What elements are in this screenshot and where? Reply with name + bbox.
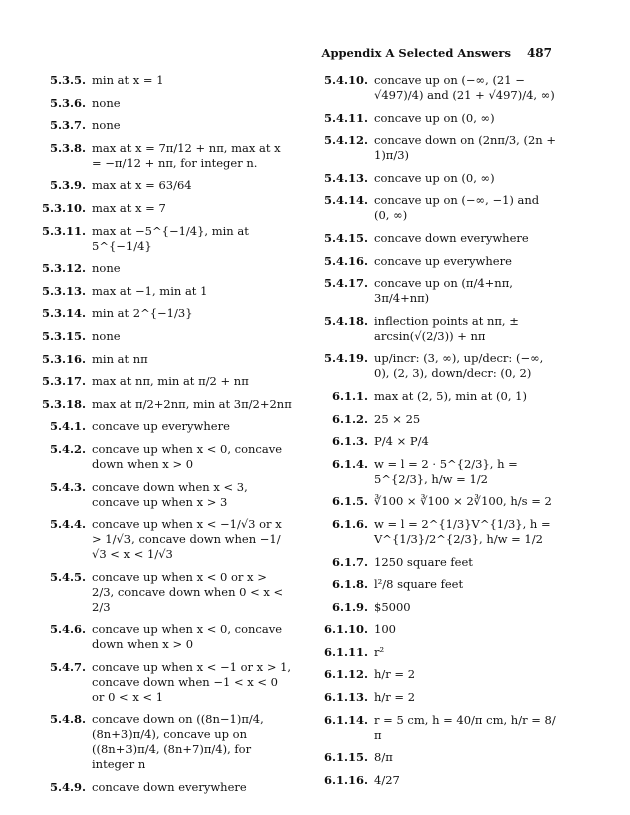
answer-number: 5.4.9.	[49, 780, 86, 795]
answer-number: 6.1.1.	[331, 388, 368, 403]
answer-text: inflection points at nπ, ± arcsin(√(2/3)) + nπ	[374, 313, 519, 343]
answer-item	[300, 773, 556, 788]
answer-item	[30, 306, 292, 321]
answer-item	[30, 284, 292, 299]
answer-item	[30, 374, 292, 389]
answer-item	[300, 231, 556, 246]
answer-item	[300, 690, 556, 705]
answer-text: concave up everywhere	[92, 419, 230, 434]
answer-text: h/r = 2	[374, 690, 416, 705]
answer-text: 8/π	[374, 750, 393, 765]
answer-number: 6.1.9.	[331, 599, 368, 614]
answer-number: 6.1.13.	[323, 690, 368, 705]
answer-number: 5.3.7.	[49, 118, 86, 133]
answer-text: h/r = 2	[374, 667, 416, 682]
answer-text: 4/27	[374, 772, 400, 787]
answer-item	[300, 389, 556, 404]
answer-item	[30, 419, 292, 434]
answer-text: concave up when x < 0, concave down when x > 0	[92, 441, 282, 471]
answer-text: concave up on (π/4+nπ, 3π/4+nπ)	[374, 276, 513, 306]
answer-number: 5.4.16.	[323, 253, 368, 268]
answer-text: max at π/2+2nπ, min at 3π/2+2nπ	[92, 396, 292, 411]
answer-number: 5.3.18.	[41, 396, 86, 411]
answer-number: 6.1.10.	[323, 622, 368, 637]
answer-item	[30, 397, 292, 412]
answer-text: concave up on (−∞, (21 − √497)/4) and (21 + √497)/4, ∞)	[374, 73, 555, 102]
page-number: 487	[526, 46, 552, 60]
answer-text: min at x = 1	[92, 73, 164, 87]
answer-number: 6.1.2.	[331, 411, 368, 426]
answer-number: 5.4.7.	[49, 659, 86, 674]
answer-text: concave down everywhere	[374, 230, 529, 245]
answer-number: 5.4.3.	[49, 479, 86, 494]
answer-text: max at x = 7	[92, 200, 166, 215]
answer-item	[30, 442, 292, 472]
left-answer-column	[30, 73, 292, 803]
answer-item	[300, 494, 556, 509]
answer-text: max at x = 7π/12 + nπ, max at x = −π/12 + nπ, for integer n.	[92, 140, 281, 170]
answer-item	[300, 351, 556, 381]
answer-number: 5.4.4.	[49, 517, 86, 532]
header-title: Appendix A Selected Answers	[321, 46, 511, 60]
answer-text: up/incr: (3, ∞), up/decr: (−∞, 0), (2, 3), down/decr: (0, 2)	[374, 351, 544, 381]
answer-number: 5.3.6.	[49, 95, 86, 110]
answer-number: 6.1.4.	[331, 456, 368, 471]
answer-item	[300, 457, 556, 487]
answer-number: 6.1.6.	[331, 516, 368, 531]
answer-text: concave up when x < −1 or x > 1, concave down when −1 < x < 0 or 0 < x < 1	[92, 659, 292, 704]
answer-number: 5.4.10.	[323, 73, 368, 87]
answer-text: concave up on (0, ∞)	[374, 110, 495, 125]
answer-text: concave down when x < 3, concave up when x > 3	[92, 479, 248, 509]
answer-text: concave up on (−∞, −1) and (0, ∞)	[374, 193, 540, 223]
answer-text: concave down on ((8n−1)π/4, (8n+3)π/4), concave up on ((8n+3)π/4, (8n+7)π/4), for integer n	[92, 712, 264, 772]
answer-item	[30, 224, 292, 254]
answer-number: 5.3.12.	[41, 261, 86, 276]
answer-text: max at −1, min at 1	[92, 283, 208, 298]
answer-text: P/4 × P/4	[374, 434, 429, 449]
answer-text: 25 × 25	[374, 411, 421, 426]
answer-item	[300, 645, 556, 660]
answer-item	[300, 750, 556, 765]
answer-item	[30, 118, 292, 133]
answer-item	[300, 314, 556, 344]
answer-text: concave up when x < 0, concave down when x > 0	[92, 622, 282, 652]
answer-number: 5.4.19.	[323, 351, 368, 366]
answer-number: 5.3.8.	[49, 140, 86, 155]
answer-item	[30, 780, 292, 795]
answer-item	[30, 480, 292, 510]
answer-item	[300, 73, 556, 103]
answer-number: 6.1.16.	[323, 772, 368, 787]
answer-number: 6.1.12.	[323, 667, 368, 682]
answer-item	[30, 622, 292, 652]
answer-item	[300, 622, 556, 637]
answer-text: max at −5^{−1/4}, min at 5^{−1/4}	[92, 223, 249, 253]
answer-number: 5.4.17.	[323, 276, 368, 291]
running-header	[322, 46, 552, 60]
answer-item	[300, 254, 556, 269]
answer-item	[30, 660, 292, 705]
answer-text: w = l = 2^{1/3}V^{1/3}, h = V^{1/3}/2^{2/3}, h/w = 1/2	[374, 516, 551, 546]
answer-item	[300, 434, 556, 449]
answer-item	[300, 517, 556, 547]
answer-number: 5.4.11.	[323, 110, 368, 125]
answer-number: 6.1.5.	[331, 494, 368, 509]
answer-text: r = 5 cm, h = 40/π cm, h/r = 8/π	[374, 712, 556, 742]
answer-item	[30, 352, 292, 367]
answer-item	[300, 171, 556, 186]
answer-number: 5.4.12.	[323, 133, 368, 148]
answer-item	[300, 555, 556, 570]
answer-text: none	[92, 261, 121, 276]
answer-item	[30, 73, 292, 88]
answer-number: 5.4.15.	[323, 230, 368, 245]
answer-text: max at nπ, min at π/2 + nπ	[92, 374, 249, 389]
answer-number: 5.4.18.	[323, 313, 368, 328]
answer-number: 6.1.15.	[323, 750, 368, 765]
answer-item	[300, 713, 556, 743]
answer-number: 6.1.8.	[331, 577, 368, 592]
answer-item	[300, 667, 556, 682]
answer-text: max at (2, 5), min at (0, 1)	[374, 388, 527, 403]
answer-item	[300, 577, 556, 592]
answer-number: 6.1.3.	[331, 434, 368, 449]
answer-number: 5.3.10.	[41, 200, 86, 215]
answer-text: none	[92, 118, 121, 133]
answer-number: 6.1.11.	[323, 644, 368, 659]
answer-item	[300, 111, 556, 126]
answer-number: 5.4.6.	[49, 622, 86, 637]
answer-item	[30, 517, 292, 562]
answer-text: w = l = 2 · 5^{2/3}, h = 5^{2/3}, h/w = 1/2	[374, 456, 518, 486]
answer-number: 5.4.8.	[49, 712, 86, 727]
answer-number: 5.4.1.	[49, 419, 86, 434]
answer-number: 5.4.14.	[323, 193, 368, 208]
answer-text: l²/8 square feet	[374, 577, 464, 592]
answer-item	[300, 600, 556, 615]
answer-text: ∛100 × ∛100 × 2∛100, h/s = 2	[374, 494, 552, 509]
answer-item	[300, 133, 556, 163]
answer-item	[300, 276, 556, 306]
answer-number: 6.1.14.	[323, 712, 368, 727]
answer-text: concave up when x < −1/√3 or x > 1/√3, concave down when −1/√3 < x < 1/√3	[92, 517, 282, 562]
answer-number: 5.3.13.	[41, 283, 86, 298]
answer-item	[30, 570, 292, 615]
answer-text: concave up when x < 0 or x > 2/3, concave down when 0 < x < 2/3	[92, 569, 284, 614]
answer-text: min at nπ	[92, 351, 148, 366]
answer-number: 5.3.16.	[41, 351, 86, 366]
answer-number: 5.4.5.	[49, 569, 86, 584]
answer-text: $5000	[374, 599, 411, 614]
answer-item	[300, 412, 556, 427]
answer-text: min at 2^{−1/3}	[92, 306, 193, 321]
answer-text: max at x = 63/64	[92, 178, 192, 193]
answer-text: 1250 square feet	[374, 554, 473, 569]
answer-item	[30, 178, 292, 193]
answer-text: r²	[374, 644, 385, 659]
answer-text: 100	[374, 622, 396, 637]
answer-text: concave down on (2nπ/3, (2n + 1)π/3)	[374, 133, 556, 163]
answer-item	[30, 261, 292, 276]
answer-number: 5.3.9.	[49, 178, 86, 193]
answer-item	[30, 96, 292, 111]
answer-item	[30, 712, 292, 772]
answer-text: concave down everywhere	[92, 780, 247, 795]
answer-text: none	[92, 328, 121, 343]
answer-number: 5.3.17.	[41, 374, 86, 389]
answer-item	[30, 201, 292, 216]
answer-number: 5.4.2.	[49, 441, 86, 456]
answer-number: 5.3.15.	[41, 328, 86, 343]
answer-number: 5.4.13.	[323, 170, 368, 185]
answer-item	[30, 329, 292, 344]
answer-number: 6.1.7.	[331, 554, 368, 569]
answer-number: 5.3.5.	[49, 73, 86, 87]
answer-number: 5.3.11.	[41, 223, 86, 238]
answer-text: concave up everywhere	[374, 253, 512, 268]
answer-item	[30, 141, 292, 171]
answer-text: none	[92, 95, 121, 110]
answer-text: concave up on (0, ∞)	[374, 170, 495, 185]
answer-number: 5.3.14.	[41, 306, 86, 321]
right-answer-column	[300, 73, 556, 795]
answer-item	[300, 193, 556, 223]
